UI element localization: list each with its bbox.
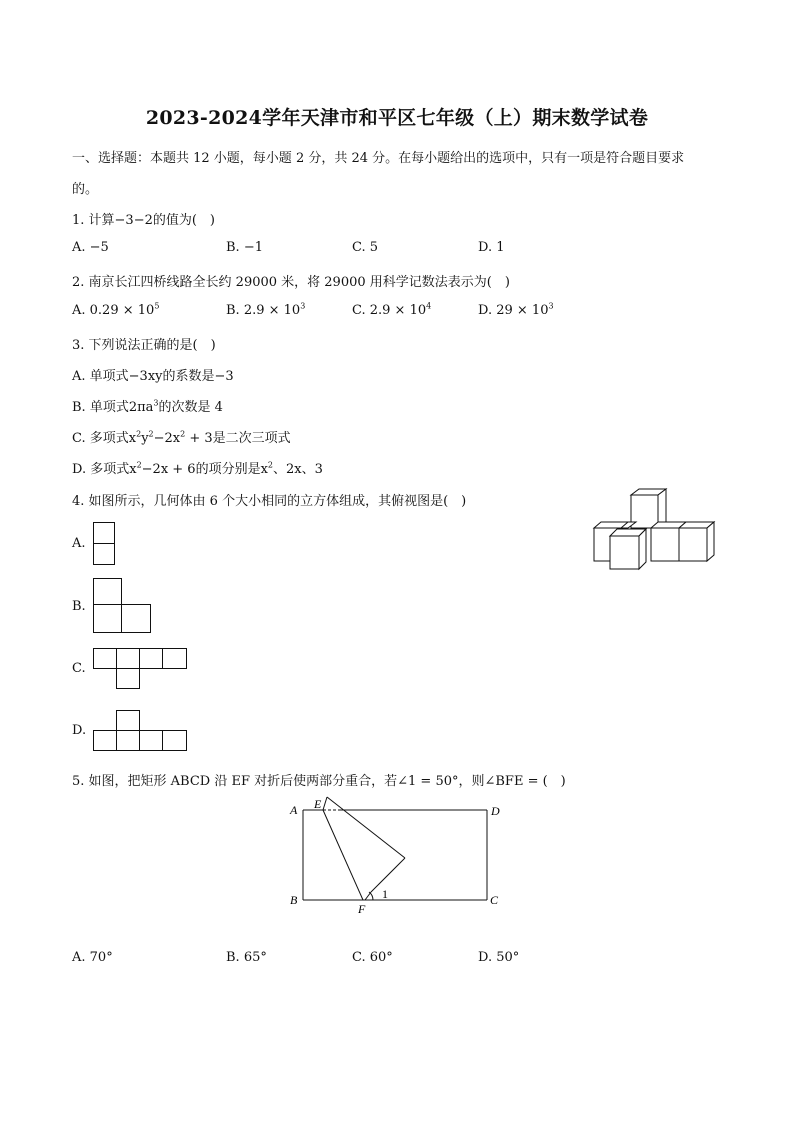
- label-a: A: [290, 803, 298, 817]
- q4-option-d-figure: [139, 730, 163, 751]
- cube-solid-figure: [588, 488, 728, 572]
- q3-option-b: B. 单项式$2\pi a^3$的次数是 4: [72, 398, 223, 415]
- q4-option-d-figure: [116, 730, 140, 751]
- q4-option-d-figure: [162, 730, 187, 751]
- q4-option-a-figure: [93, 522, 115, 544]
- q4-option-b-figure: [93, 578, 122, 605]
- section-heading-cont: 的。: [72, 182, 99, 197]
- label-f: F: [358, 902, 366, 916]
- question-2-stem: 2. 南京长江四桥线路全长约 29000 米，将 29000 用科学记数法表示为( ): [72, 275, 510, 290]
- q4-option-b-label: B.: [72, 599, 86, 614]
- q1-option-b: B. −1: [226, 240, 263, 255]
- q4-option-a-label: A.: [72, 536, 86, 551]
- question-4-stem: 4. 如图所示，几何体由 6 个大小相同的立方体组成，其俯视图是( ): [72, 494, 467, 509]
- question-5-stem: 5. 如图，把矩形 ABCD 沿 EF 对折后使两部分重合，若∠1 = 50°，则∠BFE = ( ): [72, 774, 566, 789]
- q4-option-a-figure: [93, 543, 115, 565]
- q4-option-d-figure: [116, 710, 140, 731]
- q3-option-c: C. 多项式$x^2y^2-2x^2 + 3$是二次三项式: [72, 429, 291, 446]
- q3-option-d: D. 多项式$x^2-2x + 6$的项分别是$x^2$、2x、3: [72, 460, 323, 477]
- q4-option-c-label: C.: [72, 661, 86, 676]
- q2-option-d: D. $29 \times 10^3$: [478, 301, 554, 318]
- q5-option-c: C. 60°: [352, 950, 393, 965]
- q3-option-a: A. 单项式−3xy的系数是−3: [72, 369, 234, 384]
- q1-option-d: D. 1: [478, 240, 505, 255]
- label-angle-1: 1: [382, 887, 388, 901]
- q1-option-c: C. 5: [352, 240, 379, 255]
- q5-option-d: D. 50°: [478, 950, 520, 965]
- label-b: B: [290, 893, 298, 907]
- q5-option-a: A. 70°: [72, 950, 113, 965]
- q5-option-b: B. 65°: [226, 950, 267, 965]
- q4-option-b-figure: [93, 604, 122, 633]
- q2-option-b: B. $2.9 \times 10^3$: [226, 301, 306, 318]
- section-heading: 一、选择题：本题共 12 小题，每小题 2 分，共 24 分。在每小题给出的选项中，只有一项是符合题目要求: [72, 151, 685, 166]
- q4-option-c-figure: [116, 648, 140, 669]
- q4-option-d-label: D.: [72, 723, 87, 738]
- q4-option-c-figure: [139, 648, 163, 669]
- q4-option-c-figure: [93, 648, 117, 669]
- question-3-stem: 3. 下列说法正确的是( ): [72, 338, 216, 353]
- label-c: C: [490, 893, 499, 907]
- question-1-stem: 1. 计算−3−2的值为( ): [72, 213, 216, 228]
- q2-option-a: A. $0.29 \times 10^5$: [72, 301, 160, 318]
- label-d: D: [491, 804, 500, 818]
- label-e: E: [314, 797, 322, 811]
- q4-option-c-figure: [162, 648, 187, 669]
- q4-option-c-figure: [116, 668, 140, 689]
- q2-option-c: C. $2.9 \times 10^4$: [352, 301, 432, 318]
- page-title: 2023-2024学年天津市和平区七年级（上）期末数学试卷: [145, 107, 649, 129]
- q4-option-d-figure: [93, 730, 117, 751]
- q1-option-a: A. −5: [72, 240, 109, 255]
- folded-rectangle-figure: [285, 792, 505, 918]
- q4-option-b-figure: [121, 604, 151, 633]
